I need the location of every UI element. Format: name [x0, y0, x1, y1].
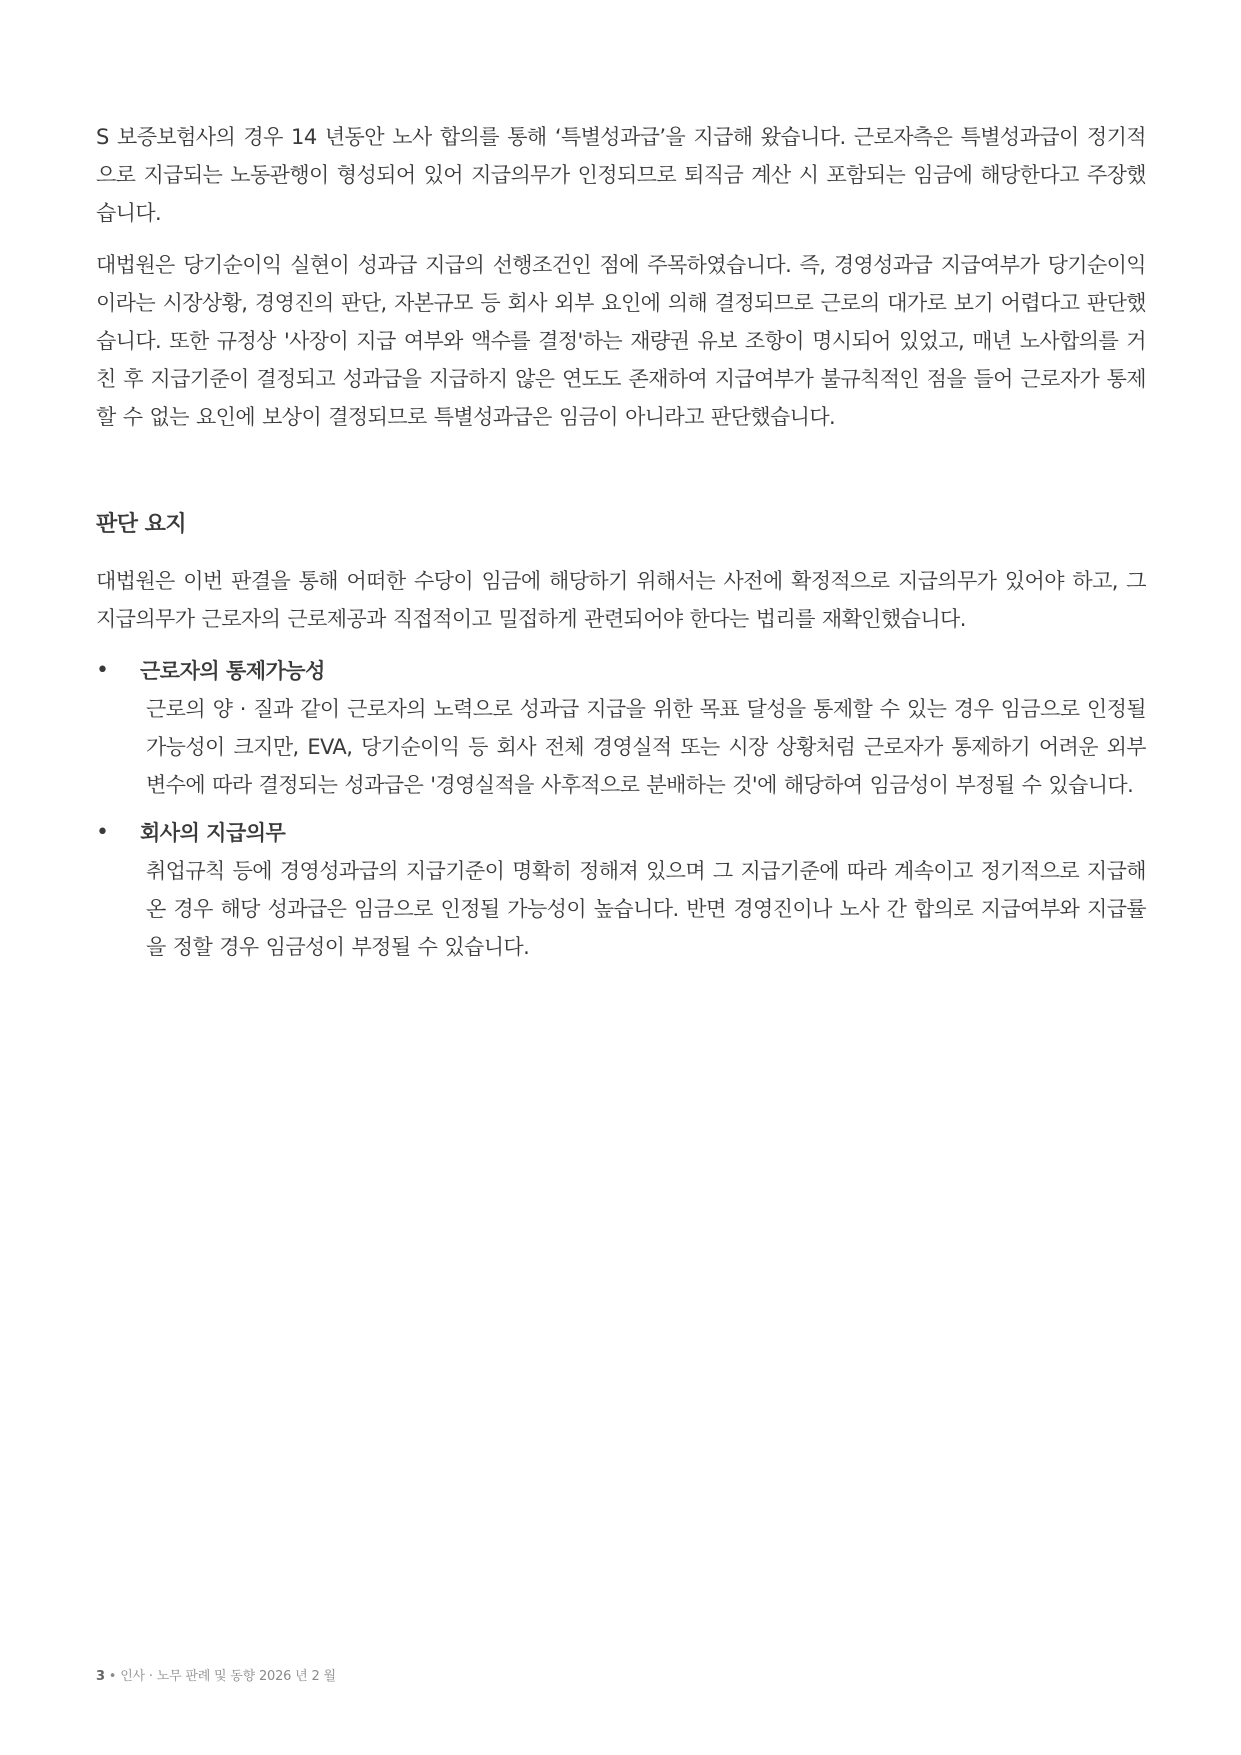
paragraph-court-reasoning: 대법원은 당기순이익 실현이 성과급 지급의 선행조건인 점에 주목하였습니다. 즉, 경영성과급 지급여부가 당기순이익이라는 시장상황, 경영진의 판단, 자본규모 등 회사 외부 요인에 의해 결정되므로 근로의 대가로 보기 어렵다고 판단했습니다. 또한 규정상 '사장이 지급 여부와 액수를 결정'하는 재량권 유보 조항이 명시되어 있었고, 매년 노사합의를 거친 후 지급기준이 결정되고 성과급을 지급하지 않은 연도도 존재하여 지급여부가 불규칙적인 점을 들어 근로자가 통제할 수 없는 요인에 보상이 결정되므로 특별성과급은 임금이 아니라고 판단했습니다. — [96, 253, 1146, 429]
bullet-text: 근로의 양 · 질과 같이 근로자의 노력으로 성과급 지급을 위한 목표 달성을 통제할 수 있는 경우 임금으로 인정될 가능성이 크지만, EVA, 당기순이익 등 회사 전체 경영실적 또는 시장 상황처럼 근로자가 통제하기 어려운 외부 변수에 따라 결정되는 성과급은 '경영실적을 사후적으로 분배하는 것'에 해당하여 임금성이 부정될 수 있습니다. — [146, 697, 1146, 797]
bullet-marker: • — [96, 820, 109, 845]
bullet-title: 회사의 지급의무 — [140, 821, 286, 845]
section-intro: 대법원은 이번 판결을 통해 어떠한 수당이 임금에 해당하기 위해서는 사전에 확정적으로 지급의무가 있어야 하고, 그 지급의무가 근로자의 근로제공과 직접적이고 밀접하게 관련되어야 한다는 법리를 재확인했습니다. — [96, 569, 1146, 631]
bullet-item-payment-obligation — [96, 814, 1146, 966]
bullet-text: 취업규칙 등에 경영성과급의 지급기준이 명확히 정해져 있으며 그 지급기준에 따라 계속이고 정기적으로 지급해 온 경우 해당 성과급은 임금으로 인정될 가능성이 높습니다. 반면 경영진이나 노사 간 합의로 지급여부와 지급률을 정할 경우 임금성이 부정될 수 있습니다. — [146, 859, 1146, 959]
footer-title: 인사 · 노무 판례 및 동향 2026 년 2 월 — [120, 1669, 336, 1684]
bullet-list — [96, 652, 1146, 966]
page-number: 3 — [96, 1669, 105, 1684]
page-footer — [96, 1665, 336, 1684]
footer-separator: • — [108, 1669, 117, 1684]
section-heading: 판단 요지 — [96, 512, 187, 537]
bullet-title: 근로자의 통제가능성 — [140, 659, 325, 683]
bullet-item-controllability — [96, 652, 1146, 804]
bullet-marker: • — [96, 658, 109, 683]
paragraph-case-summary: S 보증보험사의 경우 14 년동안 노사 합의를 통해 ‘특별성과급’을 지급해 왔습니다. 근로자측은 특별성과급이 정기적으로 지급되는 노동관행이 형성되어 있어 지급의무가 인정되므로 퇴직금 계산 시 포함되는 임금에 해당한다고 주장했습니다. — [96, 125, 1146, 225]
document-body — [96, 118, 1146, 976]
